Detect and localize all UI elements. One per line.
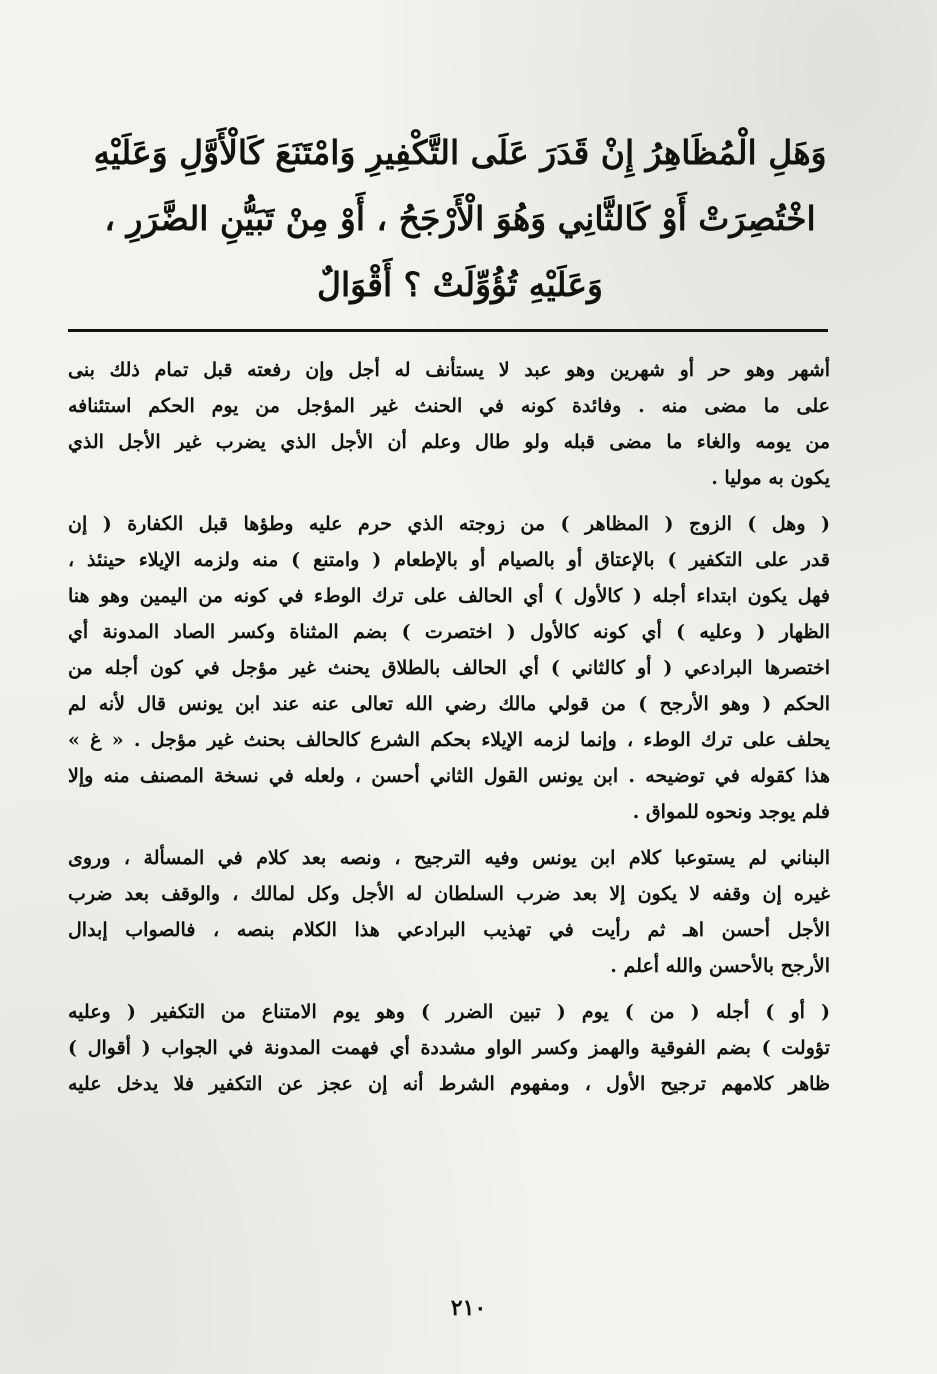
text-line: ظاهر كلامهم ترجيح الأول ، ومفهوم الشرط أنه إن عجز عن التكفير فلا يدخل عليه (68, 1073, 830, 1095)
text-line: هذا كقوله في توضيحه . ابن يونس القول الثاني أحسن ، ولعله في نسخة المصنف منه وإلا (68, 765, 830, 787)
text-line: قدر على التكفير ) بالإعتاق أو بالصيام أو بالإطعام ( وامتنع ) منه ولزمه الإيلاء حينئذ ، (68, 549, 830, 571)
text-line: غيره إن وقفه لا يكون إلا بعد ضرب السلطان له الأجل وكل لمالك ، والوقف بعد ضرب (68, 883, 830, 905)
text-line: على ما مضى منه . وفائدة كونه في الحنث غير المؤجل من يوم الحكم استئنافه (68, 395, 830, 417)
text-line: تؤولت ) بضم الفوقية والهمز وكسر الواو مشددة أي فهمت المدونة في الجواب ( أقوال ) (68, 1037, 830, 1059)
matn-line: وَعَلَيْهِ تُؤُوِّلَتْ ؟ أَقْوَالٌ (317, 265, 603, 304)
text-line: البناني لم يستوعبا كلام ابن يونس وفيه الترجيح ، ونصه بعد كلام في المسألة ، وروى (68, 847, 830, 869)
text-line: ( وهل ) الزوج ( المظاهر ) من زوجته الذي حرم عليه وطؤها قبل الكفارة ( إن (68, 513, 830, 535)
matn-text (90, 120, 830, 318)
text-line: الأجل أحسن اهـ ثم رأيت في تهذيب البرادعي هذا الكلام بنصه ، فالصواب إبدال (68, 919, 830, 941)
paragraph (68, 506, 830, 830)
text-line: أشهر وهو حر أو شهرين وهو عبد لا يستأنف له أجل وإن رفعته قبل تمام ذلك بنى (68, 359, 830, 381)
paragraph (68, 994, 830, 1102)
text-line: من يومه والغاء ما مضى قبله ولو طال وعلم أن الأجل الذي يضرب غير الأجل الذي (68, 431, 830, 453)
matn-line: اخْتُصِرَتْ أَوْ كَالثَّانِي وَهُوَ الْأَرْجَحُ ، أَوْ مِنْ تَبَيُّنِ الضَّرَرِ ، (104, 199, 816, 238)
sharh-commentary (68, 352, 830, 1102)
text-line: الحكم ( وهو الأرجح ) من قولي مالك رضي الله تعالى عنه عند ابن يونس قال لأنه لم (68, 693, 830, 715)
text-line: اختصرها البرادعي ( أو كالثاني ) أي الحالف بالطلاق يحنث غير مؤجل في كون أجله من (68, 657, 830, 679)
text-line: فلم يوجد ونحوه للمواق . (632, 801, 830, 823)
text-line: الظهار ( وعليه ) أي كونه كالأول ( اختصرت ) بضم المثناة وكسر الصاد المدونة أي (68, 621, 830, 643)
text-line: يكون به موليا . (711, 467, 830, 489)
paragraph (68, 840, 830, 984)
matn-line: وَهَلِ الْمُظَاهِرُ إِنْ قَدَرَ عَلَى التَّكْفِيرِ وَامْتَنَعَ كَالْأَوَّلِ وَعَلَيْهِ (93, 133, 827, 172)
paragraph (68, 352, 830, 496)
text-line: ( أو ) أجله ( من ) يوم ( تبين الضرر ) وهو يوم الامتناع من التكفير ( وعليه (68, 1001, 830, 1023)
text-line: يحلف على ترك الوطء ، وإنما لزمه الإيلاء بحكم الشرع كالحالف بحنث غير مؤجل . « غ » (68, 729, 830, 751)
text-line: الأرجح بالأحسن والله أعلم . (610, 955, 830, 977)
page-number: ٢١٠ (450, 1295, 487, 1321)
separator-rule (68, 329, 828, 332)
text-line: فهل يكون ابتداء أجله ( كالأول ) أي الحالف على ترك الوطء في كونه من اليمين وهو هنا (68, 585, 830, 607)
